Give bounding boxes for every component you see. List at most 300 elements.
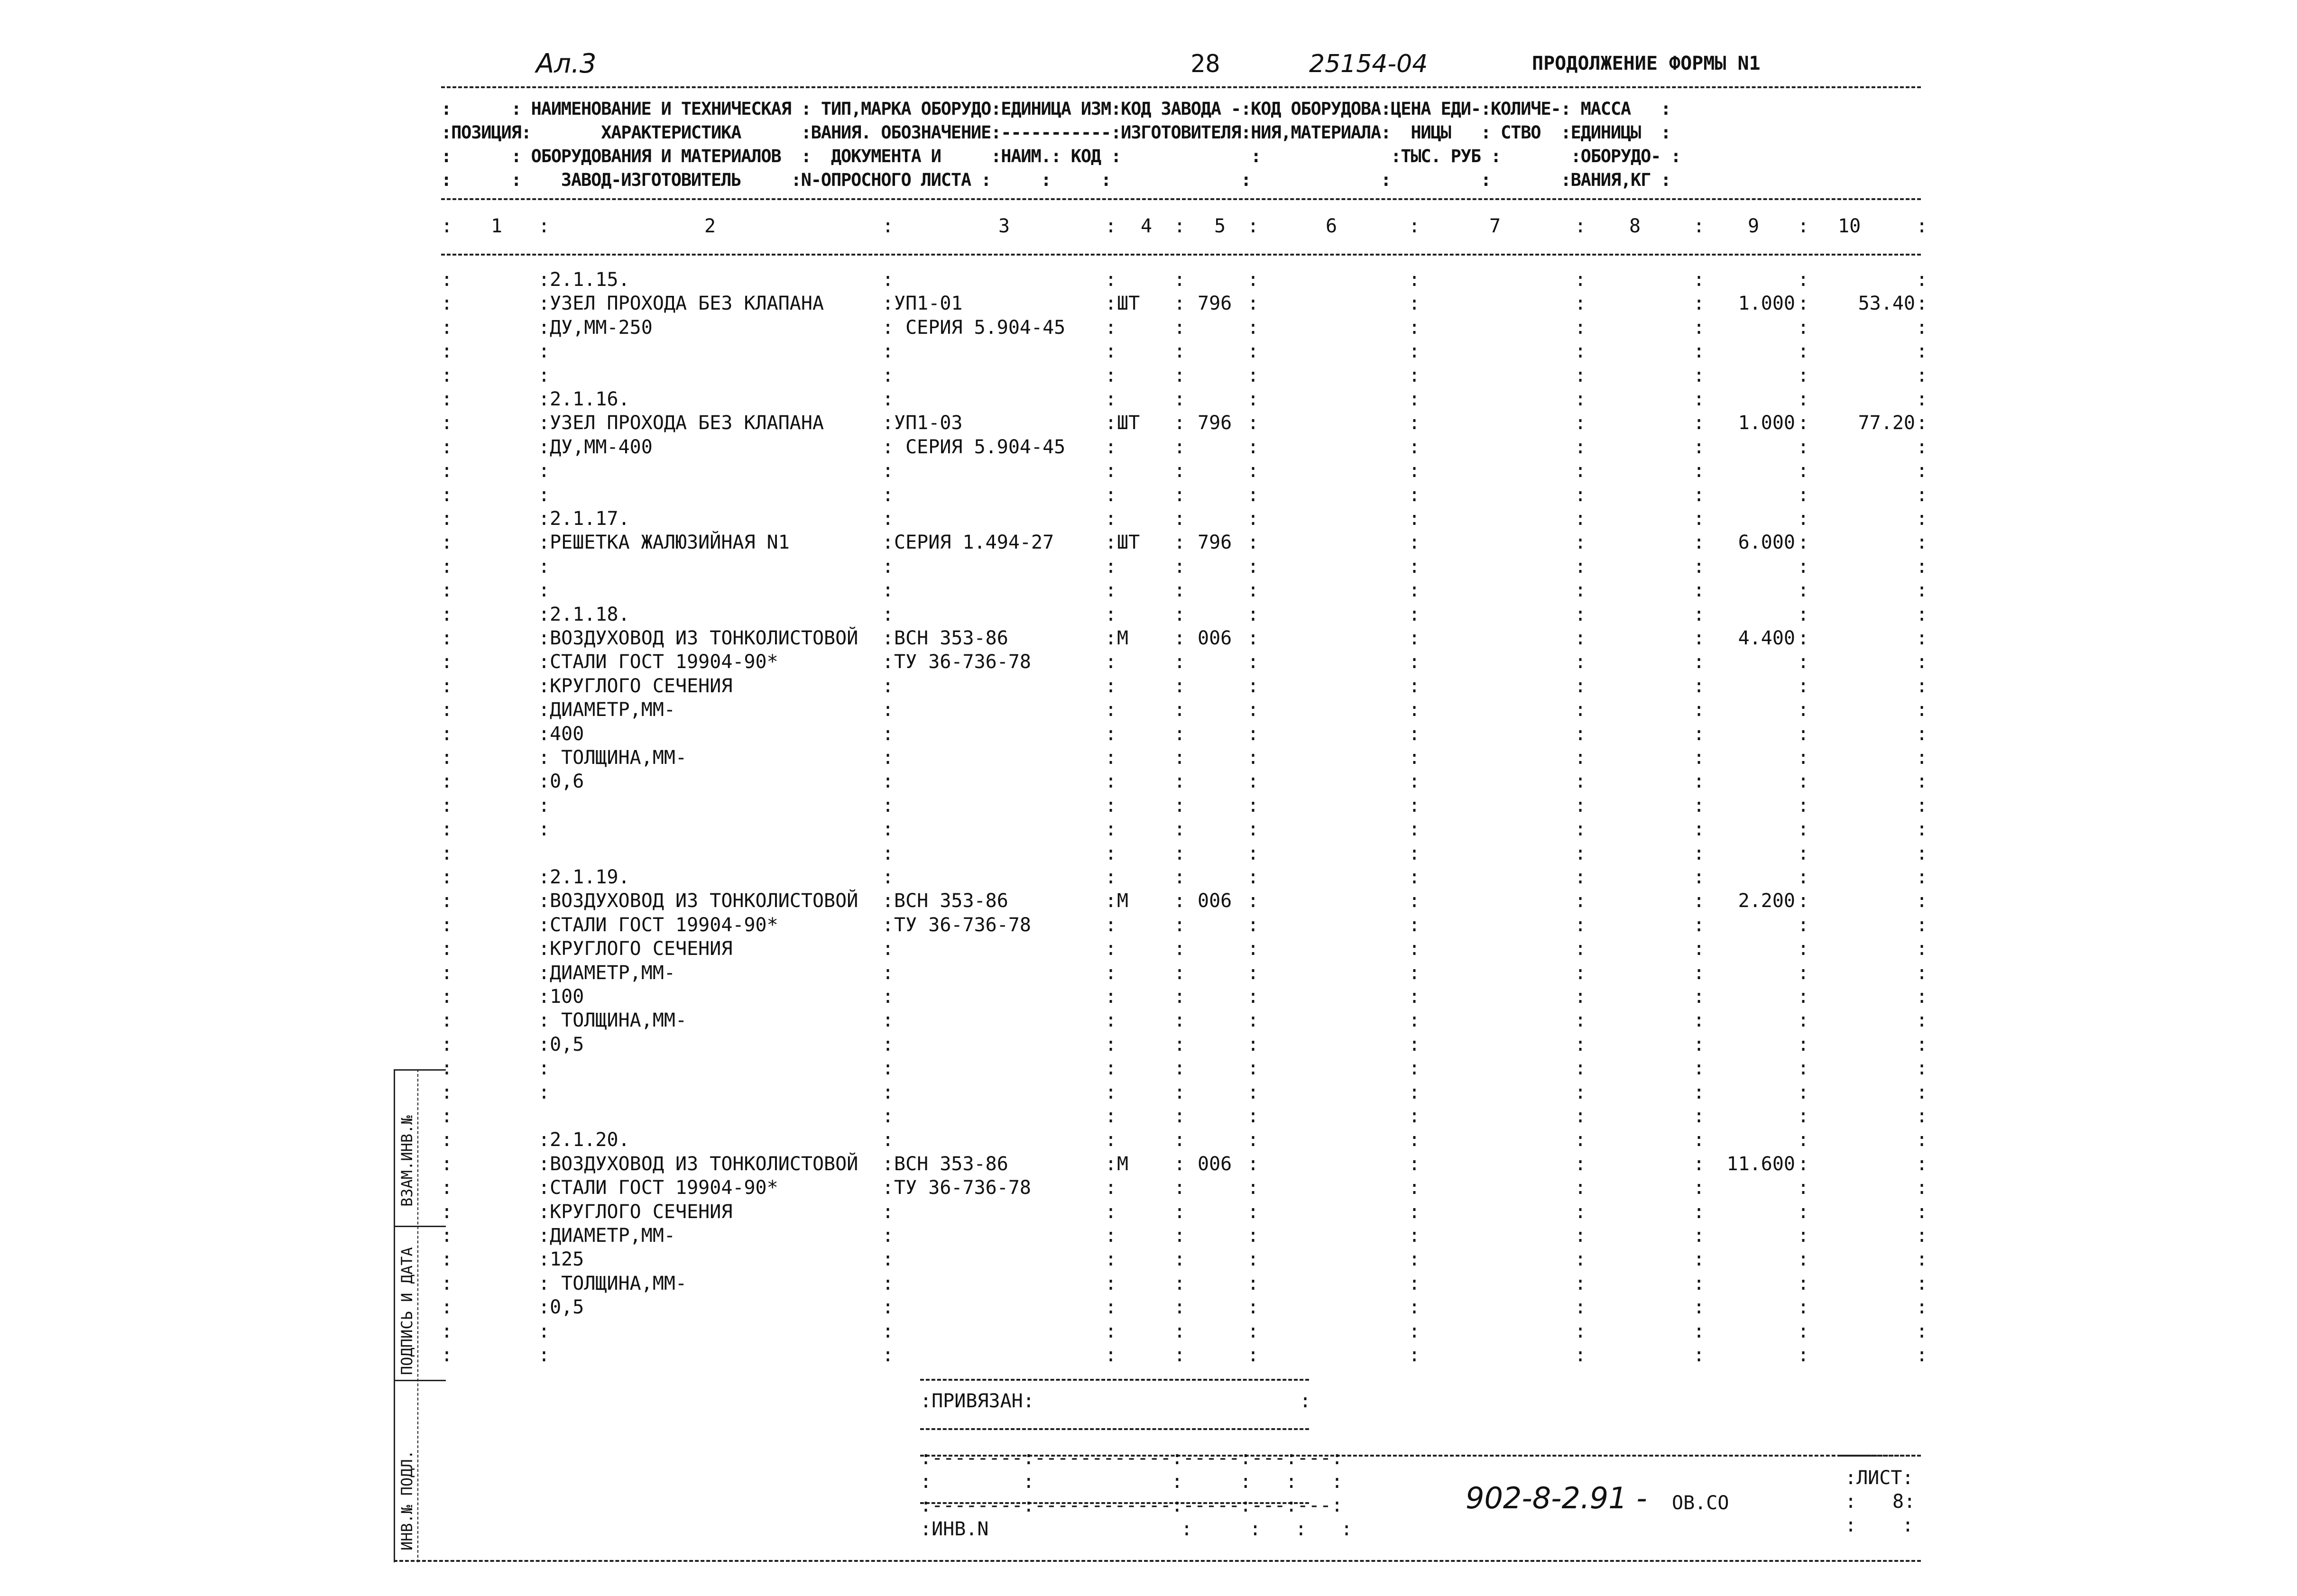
cell-separator: : [1798,651,1809,673]
cell-separator: : [1247,460,1259,482]
column-number: 5 [1214,215,1226,237]
cell-separator: : [1105,890,1117,912]
stamp-left-edge [394,1069,395,1562]
item-name-line: :ВОЗДУХОВОД ИЗ ТОНКОЛИСТОВОЙ [538,890,858,912]
cell-separator: : [1798,770,1809,793]
cell-separator: : [1693,770,1705,793]
cell-separator: : [1247,723,1259,745]
item-name-line: :КРУГЛОГО СЕЧЕНИЯ [538,675,733,697]
cell-separator: : [1247,1033,1259,1055]
cell-separator: : [1693,1033,1705,1055]
cell-separator: : [1798,818,1809,841]
cell-separator: : [1174,1057,1186,1080]
cell-separator: : [1693,794,1705,816]
sheet-mark: Ал.3 [536,48,597,79]
cell-separator: : [1174,388,1186,410]
cell-separator: : [1409,555,1421,578]
cell-separator: : [1247,1272,1259,1294]
cell-separator: : [1916,579,1928,602]
cell-separator: : [1693,723,1705,745]
cell-separator: : [1916,1057,1928,1080]
cell-separator: : [441,1344,453,1366]
cell-separator: : [1693,364,1705,386]
cell-separator: : [1409,532,1421,554]
cell-separator: : [1174,555,1186,578]
cell-separator: : [441,747,453,769]
cell-separator: : [1693,1009,1705,1032]
stamp-sign-date: ПОДПИСЬ И ДАТА [398,1247,416,1375]
cell-separator: : [441,699,453,721]
type-designation-line: ВСН 353-86 [894,1153,1008,1175]
cell-separator: : [882,1248,894,1271]
cell-separator: : [441,269,453,291]
cell-separator: : [1247,293,1259,315]
footer-grid-line-3: :--------:------------:-----:---:---: [920,1495,1343,1516]
cell-separator: : [1693,675,1705,697]
cell-separator: : [1916,675,1928,697]
cell-separator: : [1916,412,1928,434]
cell-separator: : [1916,388,1928,410]
cell-separator: : [1105,460,1117,482]
cell-separator: : [882,699,894,721]
cell-separator: : [882,962,894,984]
cell-separator: : [1916,914,1928,936]
cell-separator: : [1693,1105,1705,1127]
cell-separator: : [1174,508,1186,530]
cell-separator: : [1105,723,1117,745]
cell-separator: : [1105,579,1117,602]
item-name-line: :СТАЛИ ГОСТ 19904-90* [538,1177,778,1199]
cell-separator: : [1247,1201,1259,1223]
sheet-label: :ЛИСТ: [1845,1467,1914,1489]
cell-separator: : [1916,747,1928,769]
item-name-line: :СТАЛИ ГОСТ 19904-90* [538,914,778,936]
type-designation-line: УП1-01 [894,293,963,315]
cell-separator: : [1798,1009,1809,1032]
cell-separator: : [882,436,894,458]
cell-separator: : [1247,1081,1259,1103]
quantity: 1.000 [1738,293,1795,315]
cell-separator: : [441,866,453,888]
cell-separator: : [1916,1129,1928,1151]
quantity: 11.600 [1726,1153,1795,1175]
cell-separator: : [1174,699,1186,721]
item-name-line: : [538,484,550,506]
cell-separator: : [1693,627,1705,649]
cell-separator: : [882,1344,894,1366]
cell-separator: : [1693,555,1705,578]
cell-separator: : [1575,484,1587,506]
cell-separator: : [1798,1057,1809,1080]
cell-separator: : [1798,794,1809,816]
item-name-line: : [538,340,550,363]
cell-separator: : [1247,1177,1259,1199]
cell-separator: : [1575,818,1587,841]
cell-separator: : [1798,1201,1809,1223]
cell-separator: : [1174,1225,1186,1247]
cell-separator: : [1693,747,1705,769]
cell-separator: : [1105,914,1117,936]
cell-separator: : [1575,1272,1587,1294]
cell-separator: : [1916,842,1928,864]
cell-separator: : [1693,340,1705,363]
cell-separator: : [1575,1153,1587,1175]
position-number: :2.1.19. [538,866,630,888]
cell-separator: : [1105,794,1117,816]
cell-separator: : [441,388,453,410]
cell-separator: : [1693,388,1705,410]
cell-separator: : [1916,723,1928,745]
cell-separator: : [1174,866,1186,888]
cell-separator: : [1575,1033,1587,1055]
cell-separator: : [1916,340,1928,363]
cell-separator: : [441,532,453,554]
cell-separator: : [1174,316,1186,339]
cell-separator: : [1105,484,1117,506]
column-number-separator: : [882,215,894,237]
cell-separator: : [1693,316,1705,339]
cell-separator: : [1798,436,1809,458]
item-name-line: : [538,579,550,602]
cell-separator: : [1105,1009,1117,1032]
cell-separator: : [441,627,453,649]
cell-separator: : [1174,1296,1186,1319]
cell-separator: : [1174,986,1186,1008]
cell-separator: : [1798,388,1809,410]
position-number: :2.1.16. [538,388,630,410]
cell-separator: : [882,340,894,363]
cell-separator: : [441,1272,453,1294]
cell-separator: : [1798,986,1809,1008]
cell-separator: : [441,986,453,1008]
cell-separator: : [1247,675,1259,697]
cell-separator: : [441,770,453,793]
column-number: 7 [1489,215,1501,237]
cell-separator: : [1575,651,1587,673]
cell-separator: : [441,842,453,864]
inv-label: :ИНВ.N [920,1518,989,1540]
cell-separator: : [1409,364,1421,386]
cell-separator: : [1247,436,1259,458]
cell-separator: : [1575,293,1587,315]
cell-separator: : [1174,1129,1186,1151]
cell-separator: : [1174,603,1186,625]
cell-separator: : [1798,1177,1809,1199]
cell-separator: : [441,723,453,745]
type-designation-line: СЕРИЯ 1.494-27 [894,532,1054,554]
unit-code: 006 [1198,627,1232,649]
cell-separator: : [1174,914,1186,936]
item-name-line: :ДУ,ММ-400 [538,436,653,458]
item-name-line: :0,6 [538,770,584,793]
cell-separator: : [882,555,894,578]
cell-separator: : [441,962,453,984]
stamp-replace-inv: ВЗАМ.ИНВ.№ [398,1115,416,1207]
item-name-line: :СТАЛИ ГОСТ 19904-90* [538,651,778,673]
cell-separator: : [1693,508,1705,530]
unit-code: 796 [1198,532,1232,554]
cell-separator: : [1409,1033,1421,1055]
cell-separator: : [1575,1105,1587,1127]
cell-separator: : [882,914,894,936]
cell-separator: : [1409,269,1421,291]
cell-separator: : [1916,1081,1928,1103]
column-number-separator: : [1916,215,1928,237]
cell-separator: : [441,1009,453,1032]
column-number-separator: : [538,215,550,237]
cell-separator: : [1916,1177,1928,1199]
cell-separator: : [1575,794,1587,816]
cell-separator: : [882,364,894,386]
cell-separator: : [1798,1344,1809,1366]
cell-separator: : [441,1153,453,1175]
cell-separator: : [1693,1320,1705,1342]
cell-separator: : [1247,938,1259,960]
cell-separator: : [882,484,894,506]
cell-separator: : [1575,316,1587,339]
cell-separator: : [1693,412,1705,434]
cell-separator: : [1105,1129,1117,1151]
cell-separator: : [1916,555,1928,578]
cell-separator: : [1575,364,1587,386]
unit-code: 796 [1198,412,1232,434]
cell-separator: : [441,603,453,625]
cell-separator: : [1174,532,1186,554]
cell-separator: : [1916,532,1928,554]
item-name-line: :КРУГЛОГО СЕЧЕНИЯ [538,1201,733,1223]
cell-separator: : [1247,842,1259,864]
unit-name: ШТ [1117,532,1140,554]
cell-separator: : [1105,603,1117,625]
stamp-rule-2 [394,1226,446,1227]
cell-separator: : [1174,723,1186,745]
cell-separator: : [1409,651,1421,673]
cell-separator: : [882,818,894,841]
cell-separator: : [1409,293,1421,315]
footer-grid-line-4: : : : : [1181,1518,1353,1540]
cell-separator: : [1575,555,1587,578]
form-title: ПРОДОЛЖЕНИЕ ФОРМЫ N1 [1532,53,1761,74]
column-number-separator: : [1575,215,1587,237]
cell-separator: : [1916,651,1928,673]
cell-separator: : [1916,484,1928,506]
cell-separator: : [882,508,894,530]
cell-separator: : [1916,1105,1928,1127]
cell-separator: : [1105,1320,1117,1342]
cell-separator: : [1693,436,1705,458]
unit-mass: 53.40 [1858,293,1915,315]
cell-separator: : [441,508,453,530]
item-name-line: : [538,1320,550,1342]
cell-separator: : [1105,938,1117,960]
cell-separator: : [1575,340,1587,363]
cell-separator: : [1409,1225,1421,1247]
cell-separator: : [1409,412,1421,434]
cell-separator: : [882,1009,894,1032]
cell-separator: : [1916,436,1928,458]
cell-separator: : [1693,1081,1705,1103]
column-number-separator: : [1247,215,1259,237]
cell-separator: : [441,364,453,386]
cell-separator: : [882,1296,894,1319]
cell-separator: : [441,890,453,912]
item-name-line: :ДИАМЕТР,ММ- [538,699,675,721]
cell-separator: : [1575,914,1587,936]
unit-name: М [1117,627,1129,649]
sheet-number: 8: [1892,1491,1916,1513]
document-number: 902-8-2.91 - [1466,1481,1647,1515]
cell-separator: : [1693,603,1705,625]
cell-separator: : [1247,794,1259,816]
cell-separator: : [1105,1057,1117,1080]
cell-separator: : [1916,794,1928,816]
cell-separator: : [441,1057,453,1080]
cell-separator: : [1409,460,1421,482]
type-designation-line: ТУ 36-736-78 [894,914,1031,936]
cell-separator: : [1916,1272,1928,1294]
cell-separator: : [1174,675,1186,697]
position-number: :2.1.18. [538,603,630,625]
cell-separator: : [1798,532,1809,554]
cell-separator: : [1693,1296,1705,1319]
item-name-line: :ВОЗДУХОВОД ИЗ ТОНКОЛИСТОВОЙ [538,627,858,649]
column-number-rule [441,254,1921,256]
document-code: 25154-04 [1309,50,1428,78]
position-number: :2.1.20. [538,1129,630,1151]
cell-separator: : [441,1320,453,1342]
column-number: 2 [704,215,716,237]
cell-separator: : [441,1296,453,1319]
cell-separator: : [1916,1225,1928,1247]
cell-separator: : [1105,1272,1117,1294]
cell-separator: : [882,532,894,554]
cell-separator: : [882,603,894,625]
cell-separator: : [1575,1177,1587,1199]
cell-separator: : [1409,1320,1421,1342]
cell-separator: : [1575,1320,1587,1342]
cell-separator: : [882,986,894,1008]
cell-separator: : [1409,1272,1421,1294]
cell-separator: : [1105,1177,1117,1199]
cell-separator: : [882,627,894,649]
type-designation-line: ТУ 36-736-78 [894,651,1031,673]
cell-separator: : [1409,1081,1421,1103]
cell-separator: : [882,770,894,793]
footer-grid-line-2: : : : : : : [920,1471,1343,1493]
cell-separator: : [1409,794,1421,816]
cell-separator: : [1798,316,1809,339]
type-designation-line: УП1-03 [894,412,963,434]
cell-separator: : [1409,1153,1421,1175]
cell-separator: : [882,1129,894,1151]
cell-separator: : [882,890,894,912]
cell-separator: : [1247,770,1259,793]
stamp-inv-orig: ИНВ.№ ПОДЛ. [398,1450,416,1550]
cell-separator: : [1693,962,1705,984]
cell-separator: : [882,1057,894,1080]
cell-separator: : [1575,412,1587,434]
cell-separator: : [1798,603,1809,625]
cell-separator: : [1105,1248,1117,1271]
item-name-line: : [538,460,550,482]
cell-separator: : [882,316,894,339]
column-number-separator: : [441,215,453,237]
cell-separator: : [1693,986,1705,1008]
cell-separator: : [1409,1129,1421,1151]
cell-separator: : [1247,1320,1259,1342]
cell-separator: : [1409,627,1421,649]
cell-separator: : [441,1177,453,1199]
cell-separator: : [1247,603,1259,625]
cell-separator: : [441,938,453,960]
cell-separator: : [1916,866,1928,888]
cell-separator: : [1575,1344,1587,1366]
cell-separator: : [1916,962,1928,984]
cell-separator: : [1409,484,1421,506]
cell-separator: : [1105,316,1117,339]
cell-separator: : [1105,1344,1117,1366]
cell-separator: : [1247,388,1259,410]
column-number-separator: : [1409,215,1421,237]
type-designation-line: ВСН 353-86 [894,627,1008,649]
cell-separator: : [1409,1009,1421,1032]
cell-separator: : [1798,1153,1809,1175]
cell-separator: : [1105,1153,1117,1175]
cell-separator: : [441,555,453,578]
column-number-separator: : [1798,215,1809,237]
cell-separator: : [1247,1296,1259,1319]
footer-rule-attached-top [920,1379,1309,1381]
cell-separator: : [1575,747,1587,769]
quantity: 6.000 [1738,532,1795,554]
cell-separator: : [1409,1105,1421,1127]
cell-separator: : [1105,818,1117,841]
cell-separator: : [1916,364,1928,386]
cell-separator: : [1105,842,1117,864]
cell-separator: : [1798,627,1809,649]
cell-separator: : [1575,1081,1587,1103]
cell-separator: : [1409,986,1421,1008]
item-name-line: :УЗЕЛ ПРОХОДА БЕЗ КЛАПАНА [538,412,824,434]
cell-separator: : [1798,962,1809,984]
cell-separator: : [1916,770,1928,793]
cell-separator: : [882,1320,894,1342]
cell-separator: : [1798,1225,1809,1247]
cell-separator: : [1105,627,1117,649]
sheet-box-bottom-colons: : : [1845,1514,1914,1536]
cell-separator: : [1916,1320,1928,1342]
cell-separator: : [1916,1201,1928,1223]
cell-separator: : [1105,1081,1117,1103]
cell-separator: : [1105,269,1117,291]
item-name-line: : [538,555,550,578]
cell-separator: : [1105,770,1117,793]
cell-separator: : [882,1033,894,1055]
cell-separator: : [1798,723,1809,745]
cell-separator: : [1105,1033,1117,1055]
cell-separator: : [1916,699,1928,721]
top-rule [441,86,1921,88]
cell-separator: : [882,651,894,673]
column-number: 6 [1326,215,1338,237]
cell-separator: : [441,484,453,506]
cell-separator: : [1693,1129,1705,1151]
cell-separator: : [1247,890,1259,912]
item-name-line: :КРУГЛОГО СЕЧЕНИЯ [538,938,733,960]
cell-separator: : [1409,1296,1421,1319]
cell-separator: : [1575,842,1587,864]
column-number: 4 [1141,215,1153,237]
